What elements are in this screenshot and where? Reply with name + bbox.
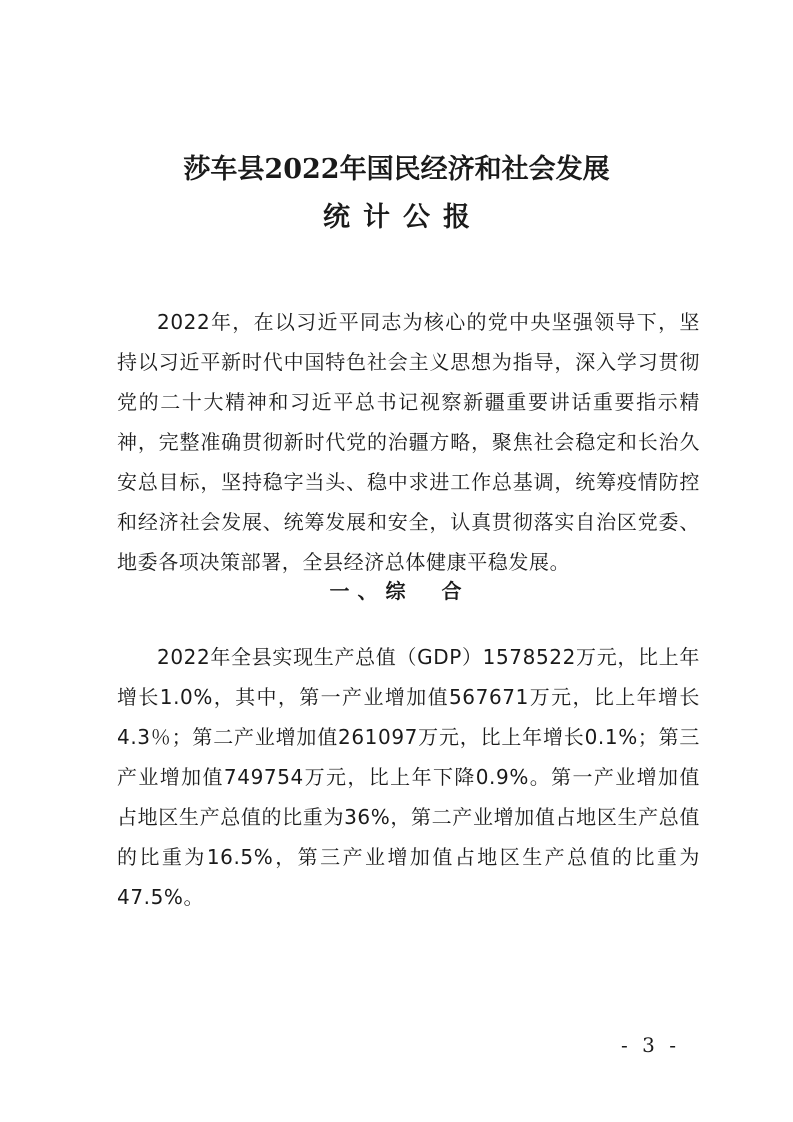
- document-title: 莎车县2022年国民经济和社会发展: [183, 154, 610, 185]
- section-paragraph: 2022年全县实现生产总值（GDP）1578522万元，比上年增长1.0%，其中，第一产业增加值567671万元，比上年增长4.3％；第二产业增加值261097万元，比上年增长0.1%；第三产业增加值749754万元，比上年下降0.9%。第一产业增加值占地区生产总值的比重为36%，第二产业增加值占地区生产总值的比重为16.5%，第三产业增加值占地区生产总值的比重为47.5%。: [117, 645, 700, 909]
- section-heading: 一、综 合: [329, 579, 470, 603]
- document-subtitle: 统计公报: [323, 202, 483, 233]
- page-number: - 3 -: [621, 1033, 680, 1057]
- intro-paragraph: 2022年，在以习近平同志为核心的党中央坚强领导下，坚持以习近平新时代中国特色社会主义思想为指导，深入学习贯彻党的二十大精神和习近平总书记视察新疆重要讲话重要指示精神，完整准确贯彻新时代党的治疆方略，聚焦社会稳定和长治久安总目标，坚持稳字当头、稳中求进工作总基调，统筹疫情防控和经济社会发展、统筹发展和安全，认真贯彻落实自治区党委、地委各项决策部署，全县经济总体健康平稳发展。: [117, 310, 700, 574]
